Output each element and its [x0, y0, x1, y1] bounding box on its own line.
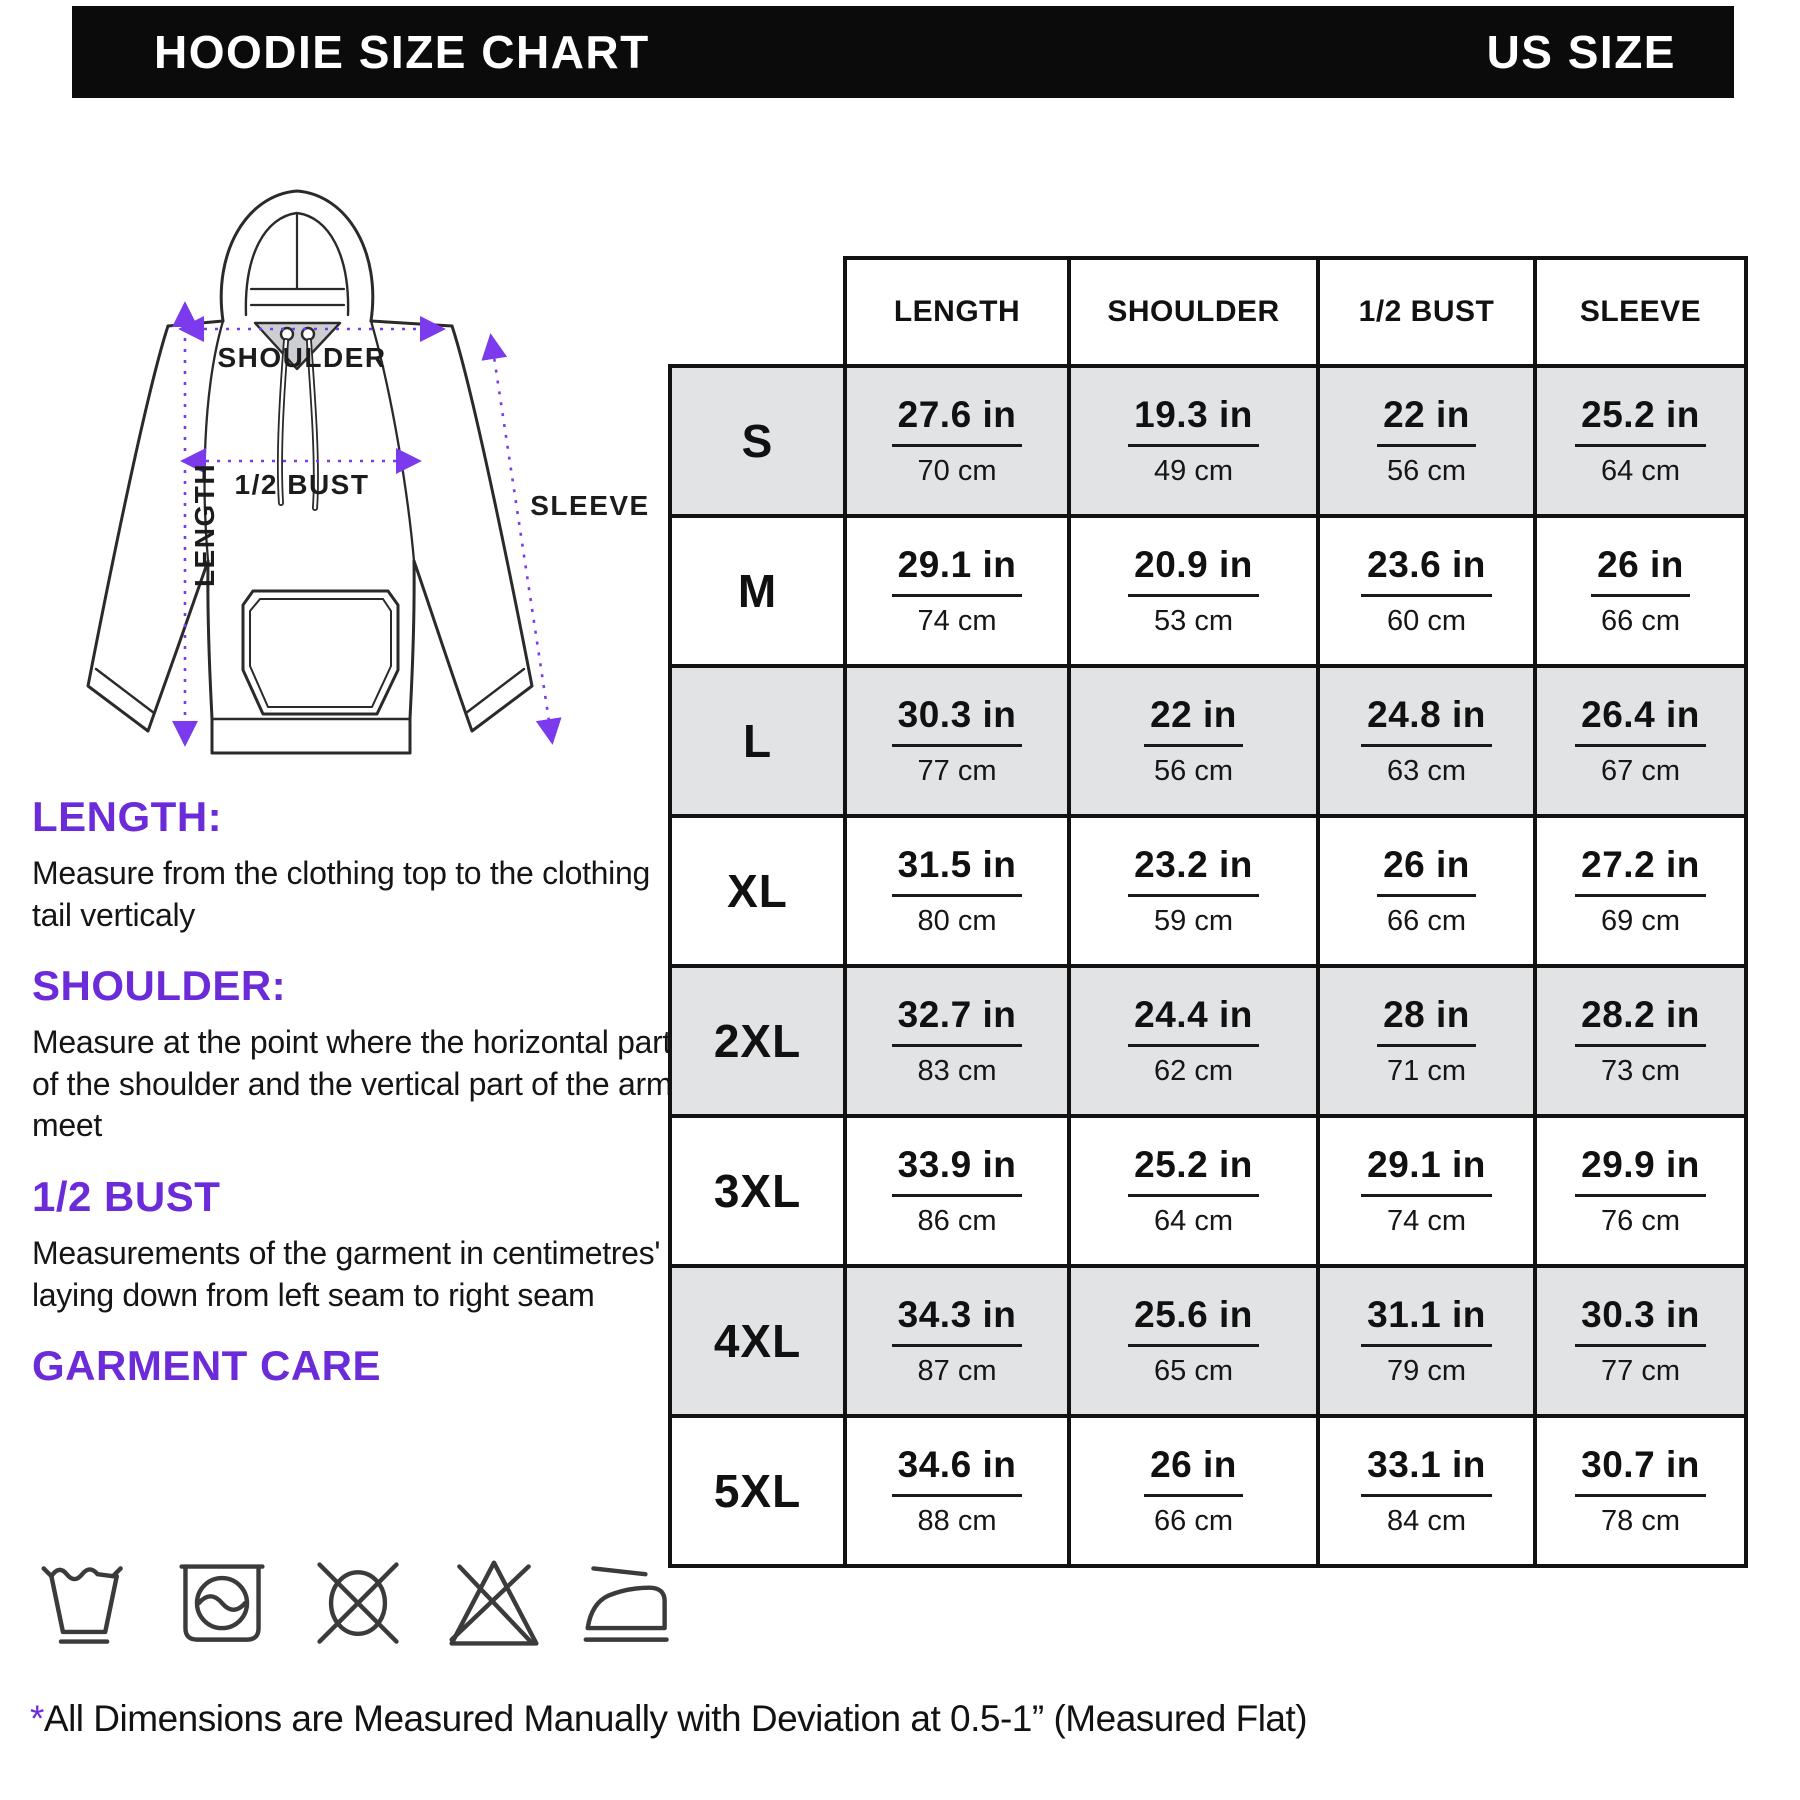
- centimetres-value: 56 cm: [1154, 755, 1233, 787]
- measurement-cell: [1069, 1116, 1318, 1266]
- inches-value: 24.4 in: [1128, 994, 1259, 1047]
- diagram-bust-label: 1/2 BUST: [234, 469, 370, 500]
- measurement-cell: [1535, 666, 1746, 816]
- size-table: [668, 256, 1748, 1568]
- measurement-cell: [1069, 516, 1318, 666]
- half-bust-heading: 1/2 BUST: [32, 1172, 221, 1220]
- centimetres-value: 53 cm: [1154, 605, 1233, 637]
- do-not-dry-clean-icon: [308, 1546, 408, 1664]
- inches-value: 30.7 in: [1575, 1444, 1706, 1497]
- column-header-1-2-bust: 1/2 BUST: [1318, 258, 1535, 366]
- footnote-asterisk: *: [30, 1698, 44, 1739]
- measurement-cell: [1318, 1416, 1535, 1566]
- page-title: HOODIE SIZE CHART: [154, 26, 650, 78]
- measurement-cell: [1535, 516, 1746, 666]
- length-heading: LENGTH:: [32, 793, 223, 840]
- measurement-cell: [1535, 366, 1746, 516]
- size-label: S: [670, 366, 845, 516]
- inches-value: 22 in: [1377, 394, 1476, 447]
- centimetres-value: 83 cm: [917, 1055, 997, 1087]
- inches-value: 20.9 in: [1128, 544, 1259, 597]
- inches-value: 19.3 in: [1128, 394, 1259, 447]
- size-row-m: [670, 516, 1746, 666]
- centimetres-value: 80 cm: [917, 905, 997, 937]
- inches-value: 29.9 in: [1575, 1144, 1706, 1197]
- diagram-shoulder-label: SHOULDER: [217, 342, 387, 373]
- inches-value: 28.2 in: [1575, 994, 1706, 1047]
- measurement-cell: [1535, 816, 1746, 966]
- measurement-cell: [1069, 816, 1318, 966]
- measurement-cell: [1318, 666, 1535, 816]
- size-label: 4XL: [670, 1266, 845, 1416]
- inches-value: 33.1 in: [1361, 1444, 1492, 1497]
- measurement-cell: [1535, 1266, 1746, 1416]
- measurement-cell: [1318, 1266, 1535, 1416]
- centimetres-value: 62 cm: [1154, 1055, 1233, 1087]
- measurement-cell: [1318, 1116, 1535, 1266]
- centimetres-value: 70 cm: [917, 455, 997, 487]
- measurement-cell: [845, 366, 1069, 516]
- garment-care-heading: GARMENT CARE: [32, 1342, 381, 1390]
- size-label: 5XL: [670, 1416, 845, 1566]
- inches-value: 25.2 in: [1128, 1144, 1259, 1197]
- centimetres-value: 86 cm: [917, 1205, 997, 1237]
- inches-value: 26 in: [1591, 544, 1690, 597]
- shoulder-heading: SHOULDER:: [32, 962, 287, 1010]
- inches-value: 27.2 in: [1575, 844, 1706, 897]
- column-header-shoulder: SHOULDER: [1069, 258, 1318, 366]
- measurement-cell: [1318, 966, 1535, 1116]
- measurement-cell: [1318, 366, 1535, 516]
- size-label: XL: [670, 816, 845, 966]
- centimetres-value: 88 cm: [917, 1505, 997, 1537]
- measurement-cell: [1069, 966, 1318, 1116]
- inches-value: 32.7 in: [892, 994, 1023, 1047]
- footnote-text: All Dimensions are Measured Manually with Deviation at 0.5-1” (Measured Flat): [43, 1698, 1308, 1739]
- do-not-bleach-icon: [444, 1546, 544, 1664]
- half-bust-description: Measurements of the garment in centimetres' laying down from left seam to right seam: [32, 1234, 661, 1313]
- centimetres-value: 69 cm: [1601, 905, 1680, 937]
- measurement-cell: [1069, 666, 1318, 816]
- inches-value: 29.1 in: [892, 544, 1023, 597]
- inches-value: 23.2 in: [1128, 844, 1259, 897]
- centimetres-value: 60 cm: [1387, 605, 1466, 637]
- measurement-cell: [845, 816, 1069, 966]
- measurement-cell: [1535, 966, 1746, 1116]
- inches-value: 23.6 in: [1361, 544, 1492, 597]
- measurement-cell: [1069, 1266, 1318, 1416]
- inches-value: 25.2 in: [1575, 394, 1706, 447]
- measurement-guide: [32, 793, 694, 1402]
- footnote: [30, 1698, 1307, 1740]
- column-header-length: LENGTH: [845, 258, 1069, 366]
- diagram-sleeve-label: SLEEVE: [530, 490, 650, 521]
- header-bar: [72, 6, 1734, 98]
- centimetres-value: 66 cm: [1601, 605, 1680, 637]
- centimetres-value: 63 cm: [1387, 755, 1466, 787]
- centimetres-value: 74 cm: [1387, 1205, 1466, 1237]
- iron-icon: [580, 1546, 680, 1664]
- centimetres-value: 66 cm: [1387, 905, 1466, 937]
- measurement-cell: [845, 1116, 1069, 1266]
- diagram-length-label: LENGTH: [189, 462, 220, 588]
- size-label: L: [670, 666, 845, 816]
- inches-value: 22 in: [1144, 694, 1243, 747]
- centimetres-value: 79 cm: [1387, 1355, 1466, 1387]
- size-row-s: [670, 366, 1746, 516]
- inches-value: 26 in: [1144, 1444, 1243, 1497]
- inches-value: 28 in: [1377, 994, 1476, 1047]
- centimetres-value: 67 cm: [1601, 755, 1680, 787]
- column-header-sleeve: SLEEVE: [1535, 258, 1746, 366]
- centimetres-value: 78 cm: [1601, 1505, 1680, 1537]
- inches-value: 29.1 in: [1361, 1144, 1492, 1197]
- size-label: 3XL: [670, 1116, 845, 1266]
- shoulder-description: Measure at the point where the horizontal part of the shoulder and the vertical part of the arm meet: [32, 1024, 673, 1144]
- hoodie-diagram: [50, 163, 680, 818]
- centimetres-value: 64 cm: [1154, 1205, 1233, 1237]
- size-row-l: [670, 666, 1746, 816]
- centimetres-value: 49 cm: [1154, 455, 1233, 487]
- centimetres-value: 64 cm: [1601, 455, 1680, 487]
- inches-value: 33.9 in: [892, 1144, 1023, 1197]
- measurement-cell: [1318, 516, 1535, 666]
- inches-value: 30.3 in: [892, 694, 1023, 747]
- inches-value: 26.4 in: [1575, 694, 1706, 747]
- size-row-xl: [670, 816, 1746, 966]
- measurement-cell: [1535, 1116, 1746, 1266]
- inches-value: 34.3 in: [892, 1294, 1023, 1347]
- inches-value: 25.6 in: [1128, 1294, 1259, 1347]
- size-table-body: [670, 366, 1746, 1566]
- sleeve-arrow: [491, 337, 552, 741]
- garment-care-icons: [36, 1546, 680, 1664]
- centimetres-value: 66 cm: [1154, 1505, 1233, 1537]
- inches-value: 31.5 in: [892, 844, 1023, 897]
- measurement-cell: [1535, 1416, 1746, 1566]
- size-row-3xl: [670, 1116, 1746, 1266]
- centimetres-value: 65 cm: [1154, 1355, 1233, 1387]
- size-region-label: US SIZE: [1486, 26, 1676, 78]
- size-row-5xl: [670, 1416, 1746, 1566]
- centimetres-value: 77 cm: [1601, 1355, 1680, 1387]
- centimetres-value: 56 cm: [1387, 455, 1466, 487]
- size-row-4xl: [670, 1266, 1746, 1416]
- measurement-cell: [1318, 816, 1535, 966]
- size-table-container: [668, 256, 1748, 1568]
- inches-value: 27.6 in: [892, 394, 1023, 447]
- size-label: M: [670, 516, 845, 666]
- centimetres-value: 84 cm: [1387, 1505, 1466, 1537]
- wash-tub-icon: [36, 1546, 136, 1664]
- centimetres-value: 71 cm: [1387, 1055, 1466, 1087]
- inches-value: 26 in: [1377, 844, 1476, 897]
- centimetres-value: 59 cm: [1154, 905, 1233, 937]
- centimetres-value: 76 cm: [1601, 1205, 1680, 1237]
- centimetres-value: 73 cm: [1601, 1055, 1680, 1087]
- measurement-cell: [845, 966, 1069, 1116]
- measurement-cell: [845, 666, 1069, 816]
- inches-value: 34.6 in: [892, 1444, 1023, 1497]
- centimetres-value: 74 cm: [917, 605, 997, 637]
- measurement-cell: [1069, 1416, 1318, 1566]
- table-corner: [670, 258, 845, 366]
- machine-wash-icon: [172, 1546, 272, 1664]
- measurement-cell: [845, 1416, 1069, 1566]
- measurement-cell: [845, 1266, 1069, 1416]
- size-table-header-row: [670, 258, 1746, 366]
- size-row-2xl: [670, 966, 1746, 1116]
- centimetres-value: 87 cm: [917, 1355, 997, 1387]
- measurement-cell: [1069, 366, 1318, 516]
- size-label: 2XL: [670, 966, 845, 1116]
- inches-value: 31.1 in: [1361, 1294, 1492, 1347]
- inches-value: 30.3 in: [1575, 1294, 1706, 1347]
- measurement-cell: [845, 516, 1069, 666]
- length-description: Measure from the clothing top to the clothing tail verticaly: [32, 855, 650, 933]
- inches-value: 24.8 in: [1361, 694, 1492, 747]
- centimetres-value: 77 cm: [917, 755, 997, 787]
